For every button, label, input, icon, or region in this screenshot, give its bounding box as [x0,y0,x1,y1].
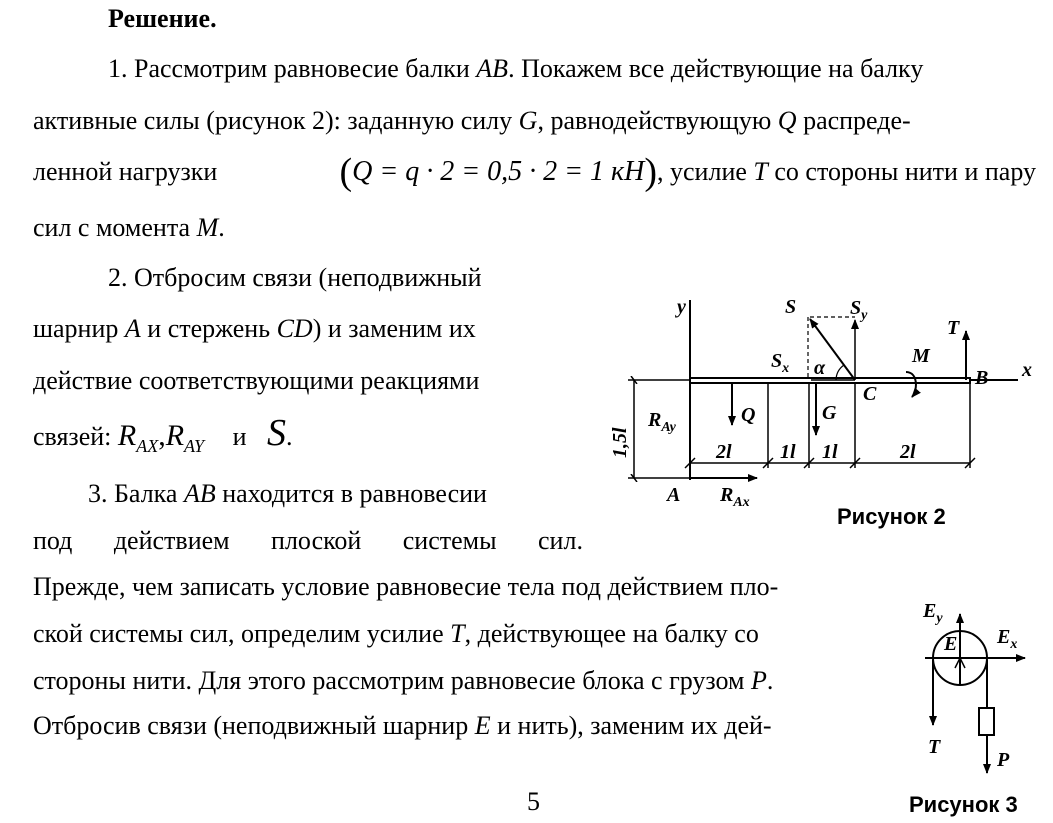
dim-label: 2l [900,441,916,463]
p3-text: 3. Балка [88,479,184,508]
p2-text: ) и заменим их [312,314,476,343]
ex-label: $E_x$ [997,626,1018,652]
p1-symbol: M [196,213,219,242]
s-label: S [785,296,797,318]
p3-line-1 [88,477,583,511]
p2-text: шарнир [33,314,125,343]
p3-symbol: T [450,619,465,648]
p3-word: под [33,526,73,555]
p2-text: связей: [33,422,118,451]
p3-word: плоской [271,526,362,555]
paren-open: ( [339,151,353,193]
alpha-label: α [814,357,826,379]
p1-text: , усилие [657,157,754,186]
reaction-sub: AY [184,436,205,456]
p3-text-span [88,477,487,511]
reaction-rax [117,419,159,456]
p1-text: . Покажем все действующие на балку [508,54,924,83]
p1-line-4 [33,211,225,245]
p1-line-3 [33,151,1036,193]
x-axis-label: x [1022,359,1032,381]
p3-line-6 [33,709,772,743]
p3-text: находится в равновесии [215,479,487,508]
p2-symbol: CD [276,314,313,343]
y-axis-label: y [677,296,686,318]
p3-text: стороны нити. Для этого рассмотрим равновесие блока с грузом [33,666,751,695]
p3-symbol: AB [183,479,216,508]
p3-symbol: P [751,666,767,695]
solution-heading: Решение. [108,4,217,33]
p1-text: активные силы (рисунок 2): заданную силу [33,106,519,135]
p3-line-4 [33,617,759,651]
p1-text: со стороны нити и пару [767,157,1036,186]
dim-label: 1l [822,441,838,463]
figure-3-pulley-diagram [905,592,1050,818]
p1-text: . [218,213,225,242]
p1-symbol: AB [476,54,509,83]
rax-label: $R_{Ax}$ [720,484,750,510]
p1-symbol: T [753,157,768,186]
reaction-symbol: R [165,419,185,452]
p2-dot: . [285,422,293,451]
figure-2-caption: Рисунок 2 [837,504,946,529]
p3-word: системы [402,526,497,555]
paren-close: ) [644,151,658,193]
p1-symbol: G [518,106,538,135]
p3-text: . [766,666,774,695]
dim-label: 2l [716,441,732,463]
p3-line-3: Прежде, чем записать условие равновесие тела под действием пло- [33,572,779,601]
t-label: T [928,736,941,758]
p1-line-2 [33,104,1036,138]
p2-line-3: действие соответствующими реакциями [33,366,480,395]
sx-label: $S_x$ [771,350,790,376]
p3-line-5 [33,664,773,698]
p2-line-1: 2. Отбросим связи (неподвижный [108,263,482,292]
reaction-sub: AX [136,436,159,456]
p3-text: и нить), заменим их дей- [490,711,772,740]
point-b-label: B [975,367,989,389]
figure-3-caption: Рисунок 3 [909,792,1018,817]
reaction-ray [165,419,205,456]
height-label: 1,5l [609,427,631,458]
p2-text: и стержень [140,314,277,343]
p-label: P [997,749,1010,771]
page-number: 5 [527,787,540,816]
p1-symbol: Q [777,106,797,135]
weight-block [979,708,994,735]
p3-line-2 [33,524,583,558]
p1-text: , равнодействующую [537,106,778,135]
p3-text: , действующее на балку со [464,619,759,648]
p3-word: сил. [538,526,583,555]
p1-text: ленной нагрузки [33,157,218,186]
p1-text: сил с момента [33,213,197,242]
moment-m-arc [906,372,916,397]
reaction-s: S [266,412,286,454]
force-g-label: G [822,402,837,424]
formula-text: Q = q · 2 = 0,5 · 2 = 1 кН [352,156,645,187]
figure-2-beam-diagram [600,290,1050,540]
e-label: E [944,633,958,655]
p3-text: ской системы сил, определим усилие [33,619,451,648]
p2-symbol: A [124,314,141,343]
comma: , [158,419,166,452]
sy-label: $S_y$ [850,297,868,323]
load-formula [339,151,1036,193]
p1-text: распреде- [796,106,911,135]
p2-line-2 [33,312,476,346]
p3-text: Отбросив связи (неподвижный шарнир [33,711,475,740]
p2-and: и [232,422,247,451]
dim-label: 1l [780,441,796,463]
p1-text-span [33,104,911,138]
p3-word: действием [113,526,230,555]
force-t-label: T [947,317,960,339]
moment-m-label: M [912,345,930,367]
reaction-symbol: R [117,419,137,452]
ray-label: $R_{Ay}$ [648,409,676,435]
ey-label: $E_y$ [923,600,943,626]
p2-line-4 [33,412,293,463]
point-c-label: C [863,383,877,405]
p1-line-1 [108,52,1036,86]
force-q-label: Q [741,404,756,426]
p3-symbol: E [474,711,491,740]
p1-text: 1. Рассмотрим равновесие балки [108,54,477,83]
point-a-label: A [667,484,681,506]
